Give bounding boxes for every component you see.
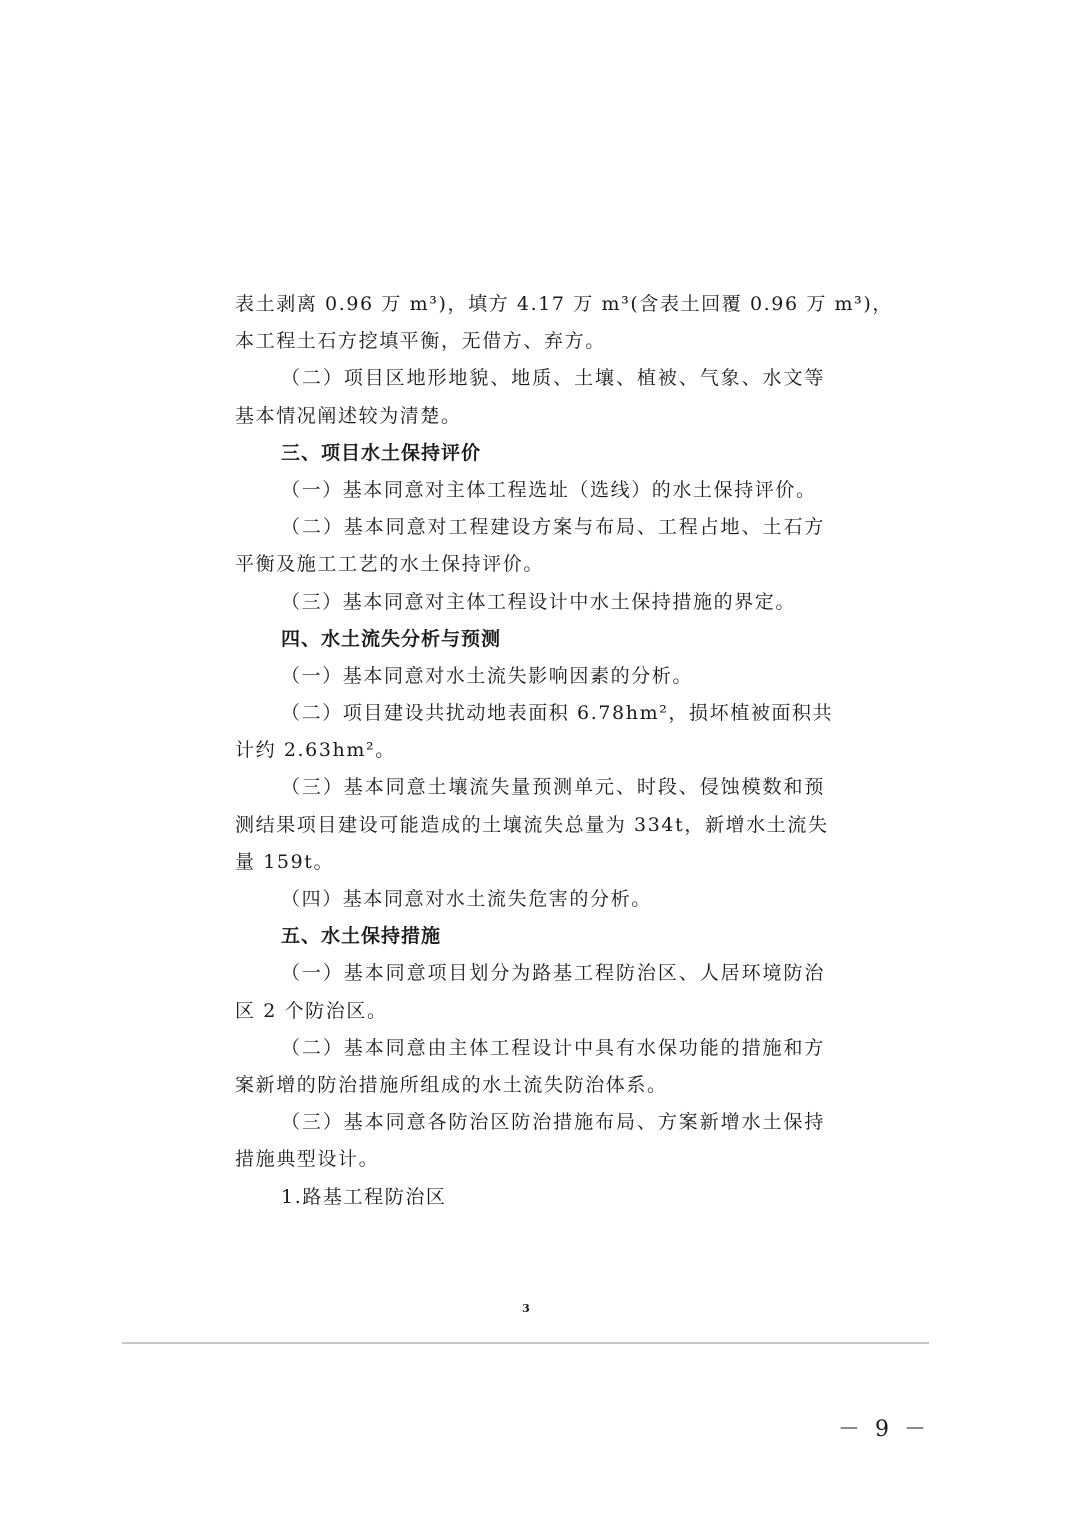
text-line: （一）基本同意对水土流失影响因素的分析。	[281, 664, 694, 687]
text-line: 1.路基工程防治区	[281, 1185, 447, 1208]
text-line: 基本情况阐述较为清楚。	[235, 404, 462, 427]
page-divider	[122, 1342, 929, 1344]
text-line: 平衡及施工工艺的水土保持评价。	[235, 553, 545, 576]
text-line: 表土剥离 0.96 万 m³)，填方 4.17 万 m³(含表土回覆 0.96 万 m³)，	[235, 293, 894, 315]
page-number: － 9 －	[838, 1417, 930, 1442]
text-line: 案新增的防治措施所组成的水土流失防治体系。	[235, 1073, 668, 1096]
document-body	[235, 286, 894, 1216]
text-line: 本工程土石方挖填平衡，无借方、弃方。	[235, 330, 606, 353]
text-line: （三）基本同意各防治区防治措施布局、方案新增水土保持	[281, 1111, 825, 1134]
text-line: 计约 2.63hm²。	[235, 739, 396, 762]
text-line: （二）项目区地形地貌、地质、土壤、植被、气象、水文等	[281, 367, 825, 390]
text-line: （一）基本同意项目划分为路基工程防治区、人居环境防治	[281, 962, 825, 985]
section-heading: 三、项目水土保持评价	[281, 441, 482, 464]
section-heading: 五、水土保持措施	[281, 925, 442, 948]
text-line: （二）基本同意由主体工程设计中具有水保功能的措施和方	[281, 1036, 825, 1059]
text-line: （二）项目建设共扰动地表面积 6.78hm²，损坏植被面积共	[281, 702, 834, 725]
inner-page-number: 3	[522, 1302, 530, 1315]
text-line: （二）基本同意对工程建设方案与布局、工程占地、土石方	[281, 516, 825, 539]
text-line: 措施典型设计。	[235, 1148, 380, 1171]
text-line: （三）基本同意对主体工程设计中水土保持措施的界定。	[281, 590, 797, 613]
section-heading: 四、水土流失分析与预测	[281, 627, 502, 650]
text-line: 量 159t。	[235, 850, 335, 873]
text-line: 测结果项目建设可能造成的土壤流失总量为 334t，新增水土流失	[235, 813, 829, 836]
text-line: （四）基本同意对水土流失危害的分析。	[281, 888, 652, 910]
text-line: （一）基本同意对主体工程选址（选线）的水土保持评价。	[281, 478, 817, 501]
text-line: 区 2 个防治区。	[235, 999, 388, 1022]
text-line: （三）基本同意土壤流失量预测单元、时段、侵蚀模数和预	[281, 776, 825, 799]
